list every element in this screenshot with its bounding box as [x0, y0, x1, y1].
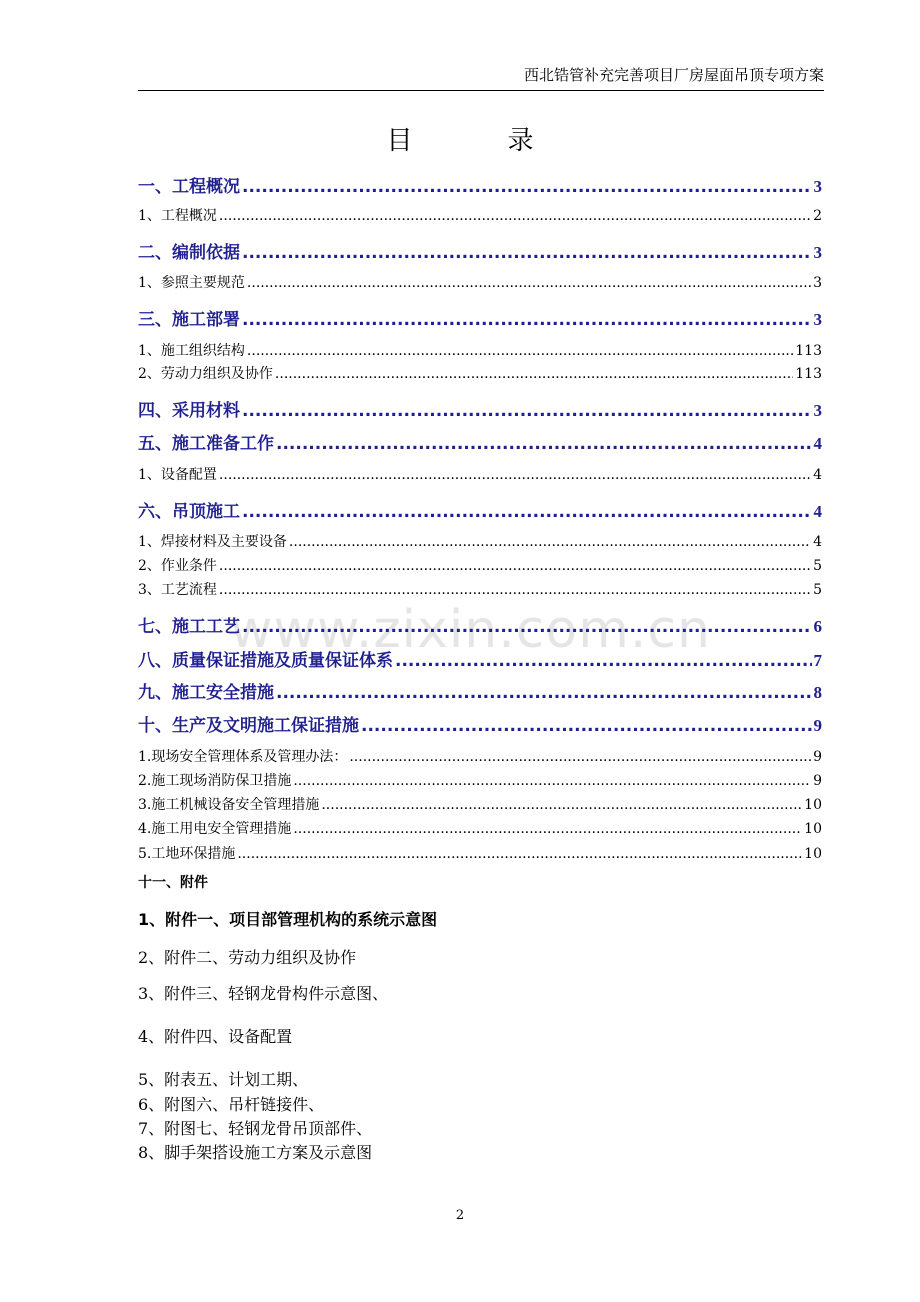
appendix-heading: 十一、附件: [138, 875, 208, 891]
toc-entry-label: 一、工程概况: [138, 177, 240, 197]
toc-entry[interactable]: [138, 172, 822, 197]
toc-entry[interactable]: [138, 555, 822, 575]
toc-entry-label: 1、设备配置: [138, 467, 217, 483]
toc-leader-dots: [349, 749, 811, 765]
toc-entry-page: 6: [813, 617, 822, 636]
toc-entry[interactable]: [138, 272, 822, 292]
toc-leader-dots: [219, 467, 811, 483]
toc-leader-dots: [361, 716, 812, 736]
toc-entry-label: 2、作业条件: [138, 558, 217, 574]
toc-entry-page: 3: [813, 177, 822, 196]
toc-entry-label: 十、生产及文明施工保证措施: [138, 716, 359, 736]
appendix-item: 6、附图六、吊杆链接件、: [138, 1095, 325, 1114]
toc-entry-page: 4: [813, 467, 822, 483]
toc-leader-dots: [242, 617, 812, 637]
toc-leader-dots: [395, 651, 812, 671]
toc-entry-page: 10: [804, 821, 822, 837]
toc-entry[interactable]: [138, 497, 822, 522]
toc-entry-label: 1、焊接材料及主要设备: [138, 534, 287, 550]
toc-entry-page: 8: [813, 683, 822, 702]
toc-entry-page: 5: [813, 558, 822, 574]
toc-entry-label: 四、采用材料: [138, 401, 240, 421]
appendix-item: 3、附件三、轻钢龙骨构件示意图、: [138, 984, 389, 1003]
toc-entry-page: 4: [813, 434, 822, 453]
toc-title-part2: 录: [507, 126, 534, 156]
toc-entry-page: 10: [804, 846, 822, 862]
page-number: 2: [455, 1208, 465, 1223]
toc-entry-label: 1.现场安全管理体系及管理办法：: [138, 749, 348, 765]
toc-leader-dots: [276, 434, 812, 454]
toc-entry[interactable]: [138, 238, 822, 263]
document-title: 西北锆管补充完善项目厂房屋面吊顶专项方案: [523, 66, 824, 84]
toc-entry-page: 4: [813, 534, 822, 550]
toc-leader-dots: [275, 366, 793, 382]
toc-entry[interactable]: [138, 770, 822, 790]
toc-entry-label: 1、参照主要规范: [138, 275, 245, 291]
toc-leader-dots: [321, 797, 802, 813]
toc-entry[interactable]: [138, 531, 822, 551]
toc-entry-label: 2.施工现场消防保卫措施: [138, 773, 292, 789]
toc-entry-label: 1、施工组织结构: [138, 343, 245, 359]
toc-entry-label: 3、工艺流程: [138, 582, 217, 598]
toc-leader-dots: [293, 773, 811, 789]
toc-entry[interactable]: [138, 305, 822, 330]
toc-entry-label: 二、编制依据: [138, 243, 240, 263]
toc-entry-page: 5: [813, 582, 822, 598]
toc-leader-dots: [289, 534, 811, 550]
toc-entry[interactable]: [138, 429, 822, 454]
toc-leader-dots: [247, 275, 811, 291]
toc-leader-dots: [242, 502, 812, 522]
toc-entry-label: 八、质量保证措施及质量保证体系: [138, 651, 393, 671]
appendix-item: 5、附表五、计划工期、: [138, 1070, 309, 1089]
toc-entry-page: 3: [813, 401, 822, 420]
toc-leader-dots: [219, 582, 811, 598]
toc-entry-page: 10: [804, 797, 822, 813]
toc-entry[interactable]: [138, 579, 822, 599]
toc-entry-page: 113: [795, 366, 822, 382]
toc-entry[interactable]: [138, 363, 822, 383]
toc-entry[interactable]: [138, 340, 822, 360]
toc-entry[interactable]: [138, 646, 822, 671]
toc-entry-label: 1、工程概况: [138, 208, 217, 224]
toc-leader-dots: [242, 177, 812, 197]
toc-leader-dots: [237, 846, 802, 862]
toc-leader-dots: [293, 821, 802, 837]
toc-entry-label: 五、施工准备工作: [138, 434, 274, 454]
toc-entry[interactable]: [138, 396, 822, 421]
toc-entry-label: 5.工地环保措施: [138, 846, 236, 862]
toc-entry-label: 三、施工部署: [138, 310, 240, 330]
toc-title-part1: 目: [386, 126, 413, 156]
toc-leader-dots: [242, 401, 812, 421]
toc-leader-dots: [247, 343, 793, 359]
toc-entry-label: 六、吊顶施工: [138, 502, 240, 522]
toc-entry-label: 七、施工工艺: [138, 617, 240, 637]
toc-entry-page: 7: [813, 651, 822, 670]
toc-entry-page: 9: [813, 749, 822, 765]
appendix-item: 7、附图七、轻钢龙骨吊顶部件、: [138, 1119, 373, 1138]
toc-entry-page: 3: [813, 243, 822, 262]
toc-leader-dots: [219, 558, 811, 574]
toc-leader-dots: [276, 683, 812, 703]
toc-entry[interactable]: [138, 678, 822, 703]
toc-entry-page: 2: [813, 208, 822, 224]
toc-entry[interactable]: [138, 818, 822, 838]
toc-entry[interactable]: [138, 746, 822, 766]
appendix-item: 2、附件二、劳动力组织及协作: [138, 948, 357, 967]
toc-entry-page: 3: [813, 310, 822, 329]
toc-entry[interactable]: [138, 843, 822, 863]
toc-entry[interactable]: [138, 205, 822, 225]
toc-title: [0, 120, 920, 157]
toc-entry-page: 3: [813, 275, 822, 291]
toc-entry-label: 2、劳动力组织及协作: [138, 366, 273, 382]
toc-leader-dots: [219, 208, 811, 224]
toc-entry-page: 9: [813, 773, 822, 789]
page-header: [138, 64, 824, 91]
appendix-item: 8、脚手架搭设施工方案及示意图: [138, 1143, 373, 1162]
toc-entry-label: 九、施工安全措施: [138, 683, 274, 703]
toc-entry[interactable]: [138, 711, 822, 736]
appendix-item: 4、附件四、设备配置: [138, 1027, 293, 1046]
toc-entry-page: 113: [795, 343, 822, 359]
toc-entry-label: 4.施工用电安全管理措施: [138, 821, 292, 837]
watermark: www.zixin.com.cn: [230, 600, 711, 660]
toc-leader-dots: [242, 310, 812, 330]
toc-entry[interactable]: [138, 794, 822, 814]
toc-entry-page: 4: [813, 502, 822, 521]
toc-entry-page: 9: [813, 716, 822, 735]
appendix-item: 1、附件一、项目部管理机构的系统示意图: [138, 910, 438, 929]
toc-entry[interactable]: [138, 612, 822, 637]
toc-entry[interactable]: [138, 464, 822, 484]
toc-entry-label: 3.施工机械设备安全管理措施: [138, 797, 320, 813]
toc-leader-dots: [242, 243, 812, 263]
